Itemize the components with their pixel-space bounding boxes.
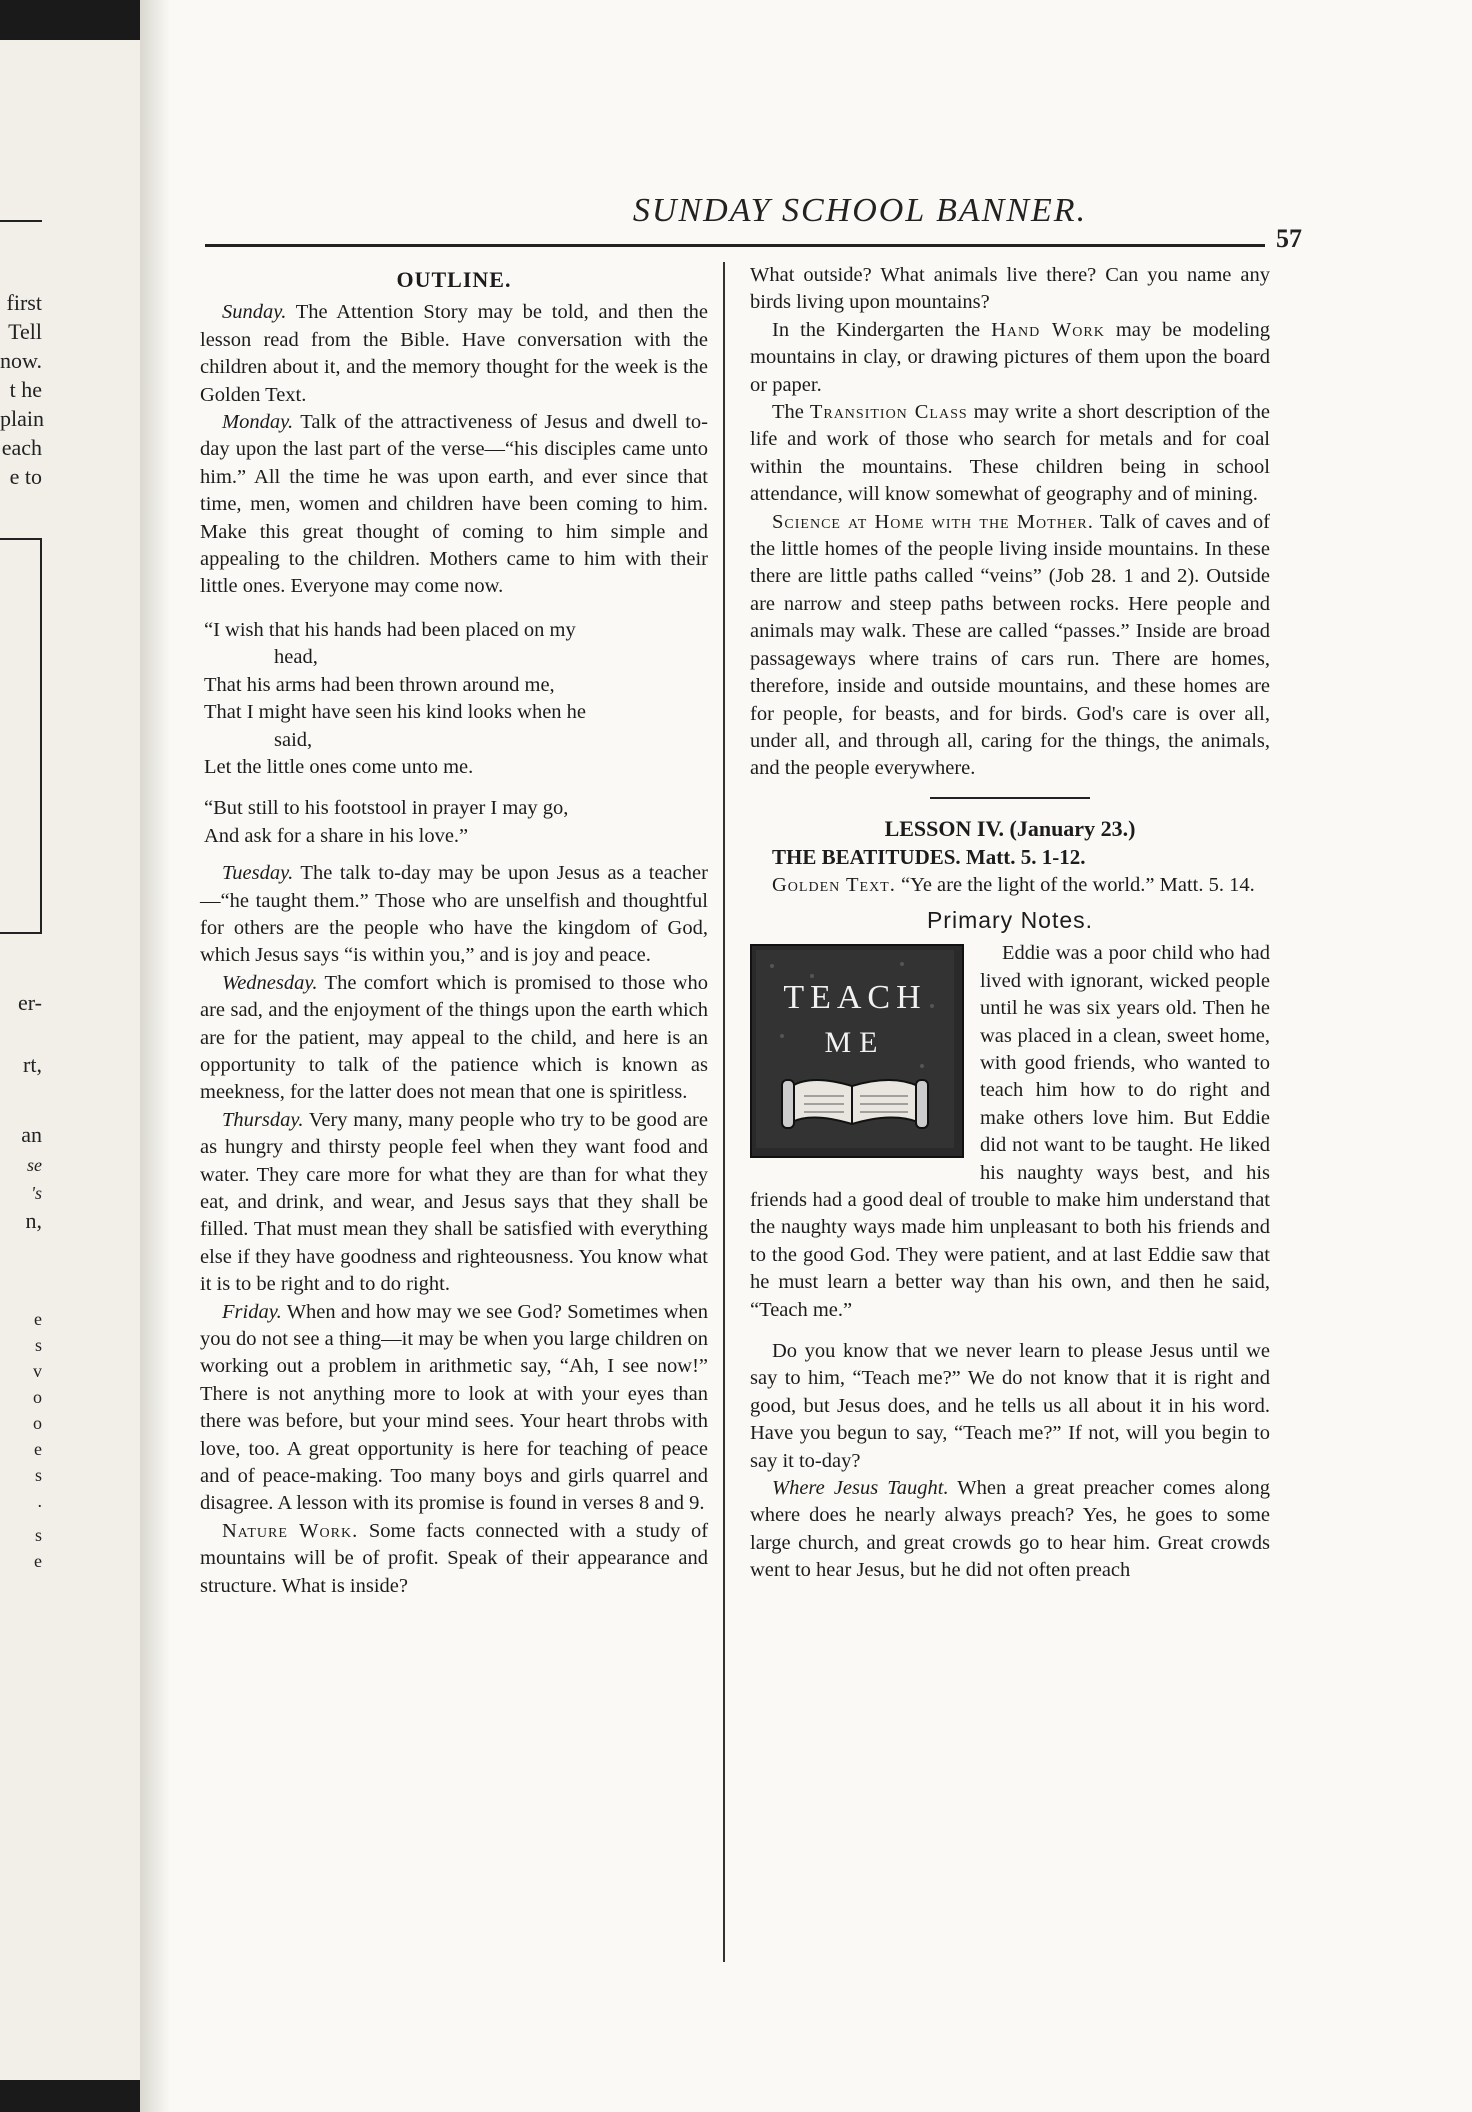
poem-line: head,	[274, 646, 318, 669]
paragraph-kindergarten	[750, 317, 1270, 399]
paragraph-text: In the Kindergarten the	[772, 318, 981, 341]
paragraph-text: The	[772, 401, 804, 424]
paragraph-text: Talk of the attractiveness of Jesus and dwell to-day upon the last part of the verse—“his disciples came unto him.” All the time he was upon earth, and ever since that time, men, women and children have been coming to him. Make this great thought of coming to him simple and appealing to the children. Mothers came to him with their little ones. Everyone may come now.	[200, 411, 708, 598]
poem-stanza-break	[204, 781, 708, 795]
paragraph-tuesday	[200, 860, 708, 970]
left-fragment-text: an	[21, 1122, 42, 1147]
day-label: Sunday.	[222, 301, 287, 324]
left-fragment-text: o	[33, 1387, 42, 1407]
outline-heading: OUTLINE.	[396, 267, 512, 292]
left-fragment-text: s	[34, 1525, 42, 1545]
paragraph-wednesday	[200, 970, 708, 1107]
left-fragment-text: e	[34, 1309, 42, 1329]
paragraph-where-jesus-taught	[750, 1475, 1270, 1585]
day-label: Thursday.	[222, 1108, 304, 1131]
section-label: Science at Home with the Mother.	[772, 510, 1094, 533]
paragraph-text: Some facts connected with a study of mountains will be of profit. Speak of their appearance and structure. What is inside?	[200, 1519, 709, 1597]
paragraph-text: may be modeling mountains in clay, or drawing pictures of them upon the board or paper.	[750, 318, 1271, 396]
left-fragment-text: er-	[18, 990, 42, 1015]
left-fragment-text: e to	[9, 464, 42, 489]
paragraph-text: may write a short description of the life and work of those who search for metals and for coal within the mountains. These children being in school attendance, will know somewhat of geography and of mining.	[750, 401, 1271, 506]
primary-notes-heading: Primary Notes.	[926, 906, 1094, 933]
poem-line: “But still to his footstool in prayer I may go,	[204, 797, 569, 820]
right-column	[750, 262, 1270, 1585]
left-fragment-text: t he	[9, 377, 42, 402]
image-caption: TEACH	[783, 979, 927, 1017]
left-fragment-text: v	[33, 1361, 42, 1381]
lesson-heading: LESSON IV. (January 23.)	[884, 815, 1136, 841]
day-label: Monday.	[222, 411, 294, 434]
left-fragment-text: n,	[25, 1208, 42, 1233]
left-fragment-text: e	[34, 1439, 42, 1459]
paragraph-eddie: Eddie was a poor child who had lived with ignorant, wicked people until he was six years old. Then he was placed in a clean, sweet home, with good friends, who wanted to teach him how to do right and make others love him. But Eddie did not want to be taught. He liked his naughty ways best, and his friends had a good deal of trouble to make him understand that the naughty ways made him unpleasant to both his friends and to the good God. They were patient, and at last Eddie saw that he must learn a better way than his own, and then he said, “Teach me.”	[750, 942, 1270, 1321]
poem-line: And ask for a share in his love.”	[204, 824, 469, 847]
left-fragment-text: s	[34, 1465, 42, 1485]
image-caption: ME	[824, 1026, 886, 1060]
section-label: Hand Work	[991, 318, 1105, 341]
paragraph-thursday	[200, 1107, 708, 1299]
paragraph-text: The Attention Story may be told, and then the lesson read from the Bible. Have conversation with the children about it, and the memory thought for the week is the Golden Text.	[200, 301, 708, 406]
column-rule	[723, 262, 725, 1962]
left-fragment-text: .	[37, 1491, 42, 1511]
teach-me-illustration	[750, 944, 964, 1158]
poem-line: Let the little ones come unto me.	[204, 755, 474, 778]
open-scroll-icon	[752, 946, 958, 1152]
left-fragment-text: each	[1, 435, 42, 460]
paragraph-text: When a great preacher comes along where does he nearly always preach? Yes, he goes to some large church, and great crowds go to hear him. Great crowds went to hear Jesus, but he did not often preach	[750, 1477, 1270, 1582]
paragraph-text: Talk of caves and of the little homes of the people living inside mountains. In these there are little paths called “veins” (Job 28. 1 and 2). Outside are narrow and steep paths between rocks. Here people and animals may walk. These are called “passes.” Inside are broad passageways where trains of cars run. There are homes, therefore, inside and outside mountains, and these homes are for people, for beasts, and for birds. God's care is over all, under all, and through all, caring for the things, the animals, and the people everywhere.	[750, 510, 1270, 780]
page-number: 57	[1276, 224, 1302, 253]
paragraph-text: The talk to-day may be upon Jesus as a teacher—“he taught them.” Those who are unselfish and thoughtful for others are the people who have the kingdom of God, which Jesus says “is within you,” and is joy and peace.	[200, 862, 708, 967]
poem-line: That I might have seen his kind looks when he	[204, 701, 587, 724]
left-page-rule	[0, 220, 42, 222]
day-label: Friday.	[222, 1300, 282, 1323]
section-divider	[930, 797, 1090, 799]
golden-text	[750, 872, 1270, 899]
paragraph-continued: What outside? What animals live there? Can you name any birds living upon mountains?	[750, 264, 1270, 314]
left-fragment-text: e	[34, 1551, 42, 1571]
section-label: Golden Text.	[772, 873, 896, 896]
paragraph-transition-class	[750, 399, 1270, 509]
header-rule	[205, 244, 1265, 247]
paragraph-text: When and how may we see God? Sometimes when you do not see a thing—it may be when you large children on working out a problem in arithmetic say, “Ah, I see now!” There is not anything more to look at with your eyes than there was before, but your mind sees. Your heart throbs with love, too. A great opportunity is here for teaching of peace and of peace-making. Too many boys and girls quarrel and disagree. A lesson with its promise is found in verses 8 and 9.	[200, 1300, 708, 1515]
paragraph-science	[750, 509, 1270, 783]
paragraph-monday	[200, 409, 708, 601]
paragraph-nature-work	[200, 1518, 708, 1600]
left-fragment-text: s	[34, 1335, 42, 1355]
poem-line: said,	[274, 728, 313, 751]
paragraph-do-you-know: Do you know that we never learn to please Jesus until we say to him, “Teach me?” We do not know that it is right and good, but Jesus does, and he tells us all about it in his word. Have you begun to say, “Teach me?” If not, will you begin to say it to-day?	[750, 1340, 1270, 1472]
lesson-reference: Matt. 5. 1-12.	[965, 845, 1086, 870]
poem	[200, 617, 708, 850]
poem-line: “I wish that his hands had been placed on my	[204, 618, 576, 641]
left-column	[200, 262, 708, 1600]
left-page-fragment	[0, 40, 142, 2080]
section-label: Transition Class	[809, 401, 968, 424]
left-fragment-text: now.	[0, 348, 42, 373]
paragraph-text: “Ye are the light of the world.” Matt. 5. 14.	[900, 873, 1255, 896]
page	[140, 0, 1472, 2112]
left-fragment-text: Tell	[8, 319, 42, 344]
left-page-box	[0, 538, 42, 934]
section-label: Where Jesus Taught.	[772, 1477, 949, 1500]
day-label: Wednesday.	[222, 971, 318, 994]
left-fragment-text: plain	[0, 406, 44, 431]
left-fragment-text: se	[27, 1155, 42, 1175]
page-gutter-shadow	[140, 0, 170, 2112]
left-fragment-text: 's	[31, 1183, 42, 1203]
lesson-title: THE BEATITUDES.	[772, 845, 961, 870]
section-label: Nature Work.	[222, 1519, 359, 1542]
left-fragment-text: first	[6, 290, 42, 315]
paragraph-sunday	[200, 299, 708, 409]
paragraph-text: Very many, many people who try to be good are as hungry and thirsty people feel when they want food and water. They care more for what they are than for what they eat, and drink, and wear, and Jesus says that they shall be filled. That must mean they shall be satisfied with everything else if they have goodness and righteousness. You know what it is to be right and to do right.	[200, 1108, 708, 1296]
running-head: SUNDAY SCHOOL BANNER.	[632, 192, 1088, 229]
paragraph-text: The comfort which is promised to those who are sad, and the enjoyment of the things upon the earth which are for the patient, may appeal to the child, and here is an opportunity to talk of the patience which is known as meekness, for the latter does not mean that one is spiritless.	[200, 971, 708, 1104]
lesson-title-line	[750, 844, 1270, 871]
paragraph-friday	[200, 1299, 708, 1518]
day-label: Tuesday.	[222, 862, 294, 885]
poem-line: That his arms had been thrown around me,	[204, 673, 555, 696]
left-fragment-text: rt,	[23, 1052, 42, 1077]
left-fragment-text: o	[33, 1413, 42, 1433]
